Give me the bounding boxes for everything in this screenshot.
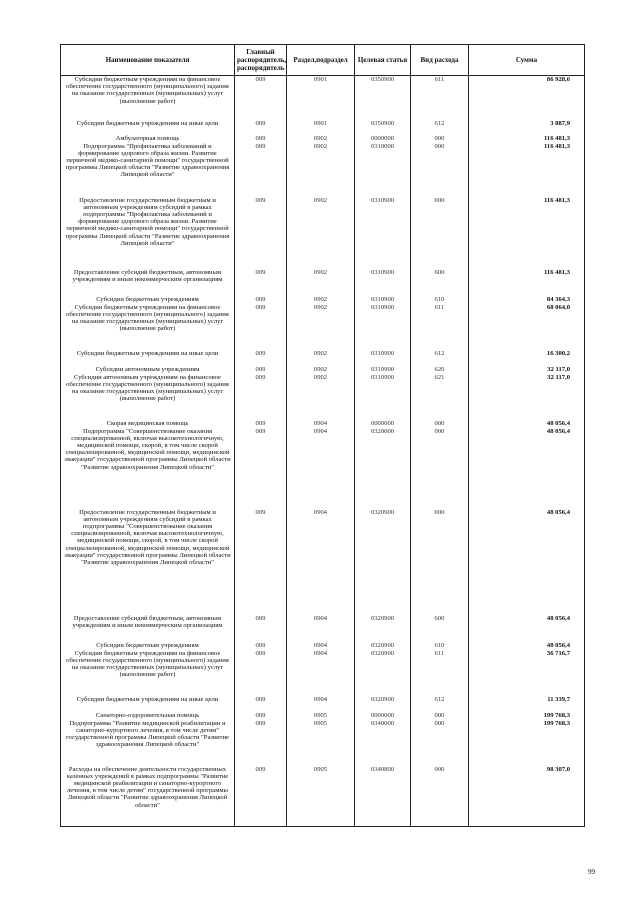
- cell-vr: 000: [411, 197, 469, 269]
- header-csr: Целевая статья: [355, 45, 411, 76]
- cell-razdel: 0902: [287, 197, 355, 269]
- cell-grbs: 009: [235, 428, 287, 509]
- cell-name: Предоставление государственным бюджетным и автономным учреждениям субсидий в рамках подпрограммы "Совершенствование оказания специализированной, включая высокотехнологичную, медицинской помощи, скорой, в том числе скорой специализированной, медицинской помощи, медицинской эвакуации" государственной программы Липецкой области "Развитие здравоохранения Липецкой области": [61, 509, 235, 615]
- cell-grbs: 009: [235, 642, 287, 650]
- table-row: [61, 304, 585, 350]
- table-row: [61, 374, 585, 420]
- table-row: [61, 615, 585, 642]
- cell-vr: 000: [411, 428, 469, 509]
- table-row: [61, 766, 585, 827]
- cell-razdel: 0905: [287, 720, 355, 766]
- cell-csr: 0320900: [355, 509, 411, 615]
- cell-csr: 0000000: [355, 420, 411, 428]
- cell-sum: 116 481,3: [469, 135, 585, 143]
- cell-vr: 612: [411, 120, 469, 135]
- cell-vr: 000: [411, 143, 469, 197]
- cell-razdel: 0904: [287, 509, 355, 615]
- cell-name: Субсидии бюджетным учреждениям на иные цели: [61, 350, 235, 366]
- cell-razdel: 0902: [287, 350, 355, 366]
- table-row: [61, 420, 585, 428]
- cell-name: Субсидии бюджетным учреждениям: [61, 296, 235, 304]
- cell-sum: 68 064,0: [469, 304, 585, 350]
- cell-vr: 000: [411, 766, 469, 827]
- cell-csr: 0320900: [355, 696, 411, 712]
- cell-sum: 36 716,7: [469, 650, 585, 696]
- cell-razdel: 0904: [287, 615, 355, 642]
- header-sum: Сумма: [469, 45, 585, 76]
- cell-grbs: 009: [235, 712, 287, 720]
- cell-grbs: 009: [235, 374, 287, 420]
- cell-grbs: 009: [235, 120, 287, 135]
- cell-name: Скорая медицинская помощь: [61, 420, 235, 428]
- table-row: [61, 650, 585, 696]
- cell-grbs: 009: [235, 366, 287, 374]
- cell-vr: 600: [411, 269, 469, 296]
- cell-sum: 116 481,3: [469, 143, 585, 197]
- cell-csr: 0310900: [355, 374, 411, 420]
- cell-sum: 16 300,2: [469, 350, 585, 366]
- cell-csr: 0340800: [355, 766, 411, 827]
- table-row: [61, 135, 585, 143]
- cell-grbs: 009: [235, 720, 287, 766]
- table-row: [61, 269, 585, 296]
- cell-sum: 11 339,7: [469, 696, 585, 712]
- cell-name: Предоставление субсидий бюджетным, автономным учреждениям и иным некоммерческим организациям: [61, 269, 235, 296]
- cell-sum: 199 768,3: [469, 712, 585, 720]
- cell-razdel: 0902: [287, 304, 355, 350]
- cell-grbs: 009: [235, 696, 287, 712]
- cell-sum: 116 481,3: [469, 197, 585, 269]
- cell-razdel: 0904: [287, 420, 355, 428]
- cell-sum: 48 056,4: [469, 615, 585, 642]
- cell-csr: 0320900: [355, 615, 411, 642]
- page-number: 99: [588, 868, 595, 876]
- cell-csr: 0310900: [355, 296, 411, 304]
- cell-sum: 32 117,0: [469, 374, 585, 420]
- cell-name: Субсидии бюджетным учреждениям на иные цели: [61, 120, 235, 135]
- cell-vr: 000: [411, 135, 469, 143]
- cell-name: Субсидии автономным учреждениям на финансовое обеспечение государственного (муниципального) задания на оказание государственных (муниципальных) услуг (выполнение работ): [61, 374, 235, 420]
- header-razdel: Раздел,подраздел: [287, 45, 355, 76]
- cell-razdel: 0904: [287, 696, 355, 712]
- cell-grbs: 009: [235, 420, 287, 428]
- cell-grbs: 009: [235, 135, 287, 143]
- cell-grbs: 009: [235, 766, 287, 827]
- cell-razdel: 0901: [287, 120, 355, 135]
- cell-vr: 610: [411, 642, 469, 650]
- cell-sum: 48 056,4: [469, 509, 585, 615]
- cell-sum: 86 928,6: [469, 76, 585, 120]
- header-vr: Вид расхода: [411, 45, 469, 76]
- cell-vr: 611: [411, 650, 469, 696]
- cell-vr: 000: [411, 420, 469, 428]
- cell-grbs: 009: [235, 76, 287, 120]
- table-row: [61, 642, 585, 650]
- cell-csr: 0310000: [355, 143, 411, 197]
- table-row: [61, 350, 585, 366]
- cell-csr: 0310900: [355, 304, 411, 350]
- cell-sum: 48 056,4: [469, 428, 585, 509]
- cell-razdel: 0902: [287, 374, 355, 420]
- cell-name: Субсидии автономным учреждениям: [61, 366, 235, 374]
- cell-sum: 48 056,4: [469, 642, 585, 650]
- cell-vr: 000: [411, 720, 469, 766]
- header-grbs: Главный распорядитель, распорядитель: [235, 45, 287, 76]
- cell-sum: 3 887,9: [469, 120, 585, 135]
- cell-vr: 600: [411, 615, 469, 642]
- cell-razdel: 0904: [287, 428, 355, 509]
- cell-razdel: 0902: [287, 366, 355, 374]
- cell-name: Подпрограмма "Профилактика заболеваний и формирование здорового образа жизни. Развитие первичной медико-санитарной помощи" государственной программы Липецкой области "Развитие здравоохранения Липецкой области": [61, 143, 235, 197]
- cell-csr: 0320900: [355, 650, 411, 696]
- cell-razdel: 0905: [287, 712, 355, 720]
- cell-vr: 000: [411, 712, 469, 720]
- cell-vr: 612: [411, 350, 469, 366]
- cell-grbs: 009: [235, 650, 287, 696]
- cell-sum: 32 117,0: [469, 366, 585, 374]
- cell-razdel: 0902: [287, 296, 355, 304]
- cell-csr: 0340000: [355, 720, 411, 766]
- cell-name: Подпрограмма "Развитие медицинской реабилитации и санаторно-курортного лечения, в том числе детям" государственной программы Липецкой области "Развитие здравоохранения Липецкой области": [61, 720, 235, 766]
- table-row: [61, 720, 585, 766]
- header-name: Наименование показателя: [61, 45, 235, 76]
- table-row: [61, 296, 585, 304]
- table-row: [61, 76, 585, 120]
- cell-vr: 621: [411, 374, 469, 420]
- table-row: [61, 712, 585, 720]
- cell-vr: 612: [411, 696, 469, 712]
- cell-razdel: 0904: [287, 642, 355, 650]
- table-header-row: [61, 45, 585, 76]
- cell-name: Субсидии бюджетным учреждениям на иные цели: [61, 696, 235, 712]
- cell-name: Субсидии бюджетным учреждениям на финансовое обеспечение государственного (муниципального) задания на оказание государственных (муниципальных) услуг (выполнение работ): [61, 76, 235, 120]
- cell-sum: 48 056,4: [469, 420, 585, 428]
- table-row: [61, 197, 585, 269]
- cell-csr: 0310900: [355, 197, 411, 269]
- cell-sum: 116 481,3: [469, 269, 585, 296]
- table-row: [61, 509, 585, 615]
- cell-razdel: 0901: [287, 76, 355, 120]
- cell-razdel: 0904: [287, 650, 355, 696]
- cell-vr: 610: [411, 296, 469, 304]
- budget-table: [60, 44, 585, 827]
- cell-grbs: 009: [235, 269, 287, 296]
- cell-vr: 611: [411, 76, 469, 120]
- cell-name: Расходы на обеспечение деятельности государственных казенных учреждений в рамках подпрограммы "Развитие медицинской реабилитации и санаторно-курортного лечения, в том числе детям" государственной программы Липецкой области "Развитие здравоохранения Липецкой области": [61, 766, 235, 827]
- cell-name: Подпрограмма "Совершенствование оказания специализированной, включая высокотехнологичную, медицинской помощи, скорой, в том числе скорой специализированной, медицинской помощи, медицинской эвакуации" государственной программы Липецкой области "Развитие здравоохранения Липецкой области": [61, 428, 235, 509]
- cell-csr: 0000000: [355, 135, 411, 143]
- cell-razdel: 0902: [287, 269, 355, 296]
- cell-csr: 0310900: [355, 269, 411, 296]
- cell-grbs: 009: [235, 296, 287, 304]
- cell-sum: 98 307,0: [469, 766, 585, 827]
- table-row: [61, 696, 585, 712]
- cell-name: Санаторно-оздоровительная помощь: [61, 712, 235, 720]
- cell-grbs: 009: [235, 197, 287, 269]
- cell-grbs: 009: [235, 509, 287, 615]
- cell-name: Предоставление государственным бюджетным и автономным учреждениям субсидий в рамках подпрограммы "Профилактика заболеваний и формирование здорового образа жизни. Развитие первичной медико-санитарной помощи" государственной программы Липецкой области "Развитие здравоохранения Липецкой области": [61, 197, 235, 269]
- table-row: [61, 120, 585, 135]
- table-row: [61, 143, 585, 197]
- cell-name: Предоставление субсидий бюджетным, автономным учреждениям и иным некоммерческим организациям: [61, 615, 235, 642]
- cell-grbs: 009: [235, 615, 287, 642]
- cell-csr: 0310900: [355, 366, 411, 374]
- cell-vr: 611: [411, 304, 469, 350]
- cell-sum: 84 364,3: [469, 296, 585, 304]
- table-row: [61, 366, 585, 374]
- cell-vr: 000: [411, 509, 469, 615]
- cell-csr: 0320000: [355, 428, 411, 509]
- cell-name: Амбулаторная помощь: [61, 135, 235, 143]
- cell-name: Субсидии бюджетным учреждениям на финансовое обеспечение государственного (муниципального) задания на оказание государственных (муниципальных) услуг (выполнение работ): [61, 304, 235, 350]
- cell-name: Субсидии бюджетным учреждениям: [61, 642, 235, 650]
- cell-razdel: 0902: [287, 135, 355, 143]
- cell-csr: 0000000: [355, 712, 411, 720]
- cell-grbs: 009: [235, 304, 287, 350]
- cell-csr: 0350900: [355, 120, 411, 135]
- cell-razdel: 0902: [287, 143, 355, 197]
- cell-name: Субсидии бюджетным учреждениям на финансовое обеспечение государственного (муниципального) задания на оказание государственных (муниципальных) услуг (выполнение работ): [61, 650, 235, 696]
- cell-csr: 0350900: [355, 76, 411, 120]
- cell-csr: 0310900: [355, 350, 411, 366]
- cell-grbs: 009: [235, 143, 287, 197]
- table-row: [61, 428, 585, 509]
- cell-sum: 199 768,3: [469, 720, 585, 766]
- cell-grbs: 009: [235, 350, 287, 366]
- cell-vr: 620: [411, 366, 469, 374]
- cell-razdel: 0905: [287, 766, 355, 827]
- cell-csr: 0320900: [355, 642, 411, 650]
